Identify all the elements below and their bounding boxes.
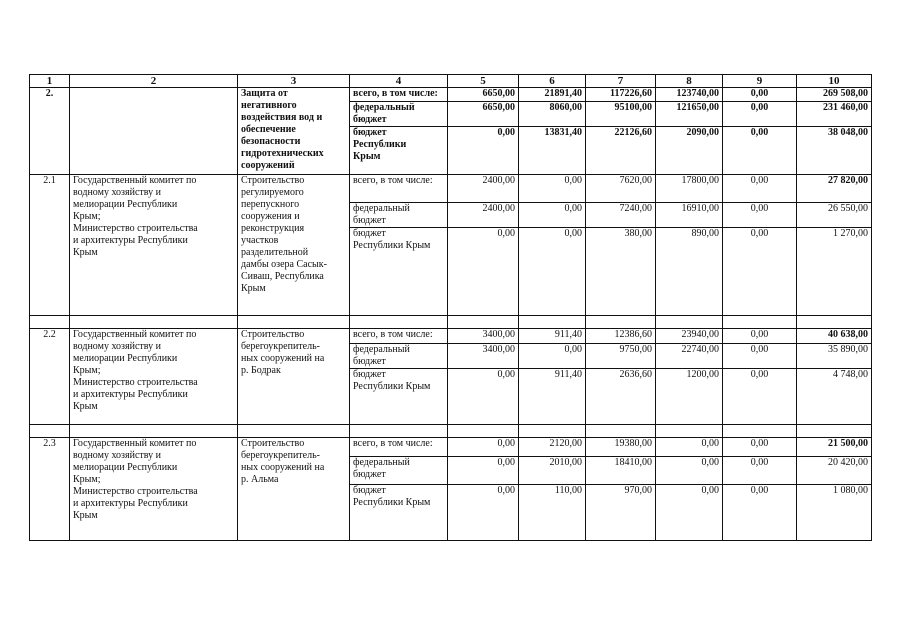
spacer-cell	[30, 316, 70, 329]
value-cell-9: 0,00	[723, 88, 797, 102]
responsible-org	[70, 438, 238, 541]
table-row	[30, 175, 872, 203]
funding-source-line: всего, в том числе:	[353, 175, 433, 186]
measure-line: дамбы озера Сасык-	[241, 259, 327, 270]
value-cell-8: 22740,00	[656, 344, 723, 369]
org-line: и архитектуры Республики	[73, 498, 188, 509]
funding-source-line: всего, в том числе:	[353, 329, 433, 340]
value-cell-6: 8060,00	[519, 102, 586, 127]
funding-source	[350, 457, 448, 485]
value-cell-7: 7240,00	[586, 203, 656, 228]
org-line: Крым	[73, 510, 98, 521]
funding-source	[350, 102, 448, 127]
value-cell-7: 7620,00	[586, 175, 656, 203]
value-cell-6: 110,00	[519, 485, 586, 541]
value-cell-9: 0,00	[723, 127, 797, 175]
org-line: Крым	[73, 247, 98, 258]
value-cell-6: 911,40	[519, 329, 586, 344]
spacer-cell	[723, 316, 797, 329]
org-line: Крым;	[73, 211, 101, 222]
value-cell-8: 0,00	[656, 485, 723, 541]
value-cell-9: 0,00	[723, 369, 797, 425]
value-cell-8: 1200,00	[656, 369, 723, 425]
measure-line: р. Альма	[241, 474, 279, 485]
funding-source-line: бюджет	[353, 485, 386, 496]
org-line: водному хозяйству и	[73, 341, 162, 352]
spacer-cell	[350, 425, 448, 438]
value-cell-6: 0,00	[519, 344, 586, 369]
value-cell-10: 4 748,00	[797, 369, 872, 425]
spacer-cell	[238, 316, 350, 329]
spacer-cell	[797, 316, 872, 329]
funding-source-line: бюджет	[353, 215, 386, 226]
value-cell-10: 21 500,00	[797, 438, 872, 457]
spacer-row	[30, 425, 872, 438]
funding-source	[350, 485, 448, 541]
value-cell-6: 13831,40	[519, 127, 586, 175]
funding-source-line: федеральный	[353, 344, 410, 355]
org-line: водному хозяйству и	[73, 187, 162, 198]
header-cell: 4	[350, 75, 448, 88]
measure-line: безопасности	[241, 136, 301, 147]
funding-source	[350, 329, 448, 344]
org-line: Государственный комитет по	[73, 175, 197, 186]
funding-source	[350, 88, 448, 102]
funding-source	[350, 344, 448, 369]
table-row	[30, 329, 872, 344]
value-cell-7: 970,00	[586, 485, 656, 541]
spacer-cell	[656, 316, 723, 329]
header-cell: 6	[519, 75, 586, 88]
spacer-cell	[448, 316, 519, 329]
header-cell: 3	[238, 75, 350, 88]
org-line: Крым;	[73, 365, 101, 376]
value-cell-10: 1 080,00	[797, 485, 872, 541]
measure-line: берегоукрепитель-	[241, 450, 320, 461]
value-cell-10: 1 270,00	[797, 228, 872, 316]
measure-line: разделительной	[241, 247, 309, 258]
value-cell-7: 12386,60	[586, 329, 656, 344]
value-cell-10: 40 638,00	[797, 329, 872, 344]
row-number: 2.	[30, 88, 70, 175]
org-line: Крым;	[73, 474, 101, 485]
header-row	[30, 75, 872, 88]
measure-line: Сиваш, Республика	[241, 271, 324, 282]
funding-source-line: бюджет	[353, 356, 386, 367]
value-cell-9: 0,00	[723, 203, 797, 228]
value-cell-5: 0,00	[448, 369, 519, 425]
responsible-org	[70, 175, 238, 316]
org-line: мелиорации Республики	[73, 353, 178, 364]
measure-line: сооружений	[241, 160, 295, 171]
funding-source	[350, 228, 448, 316]
measure-name	[238, 438, 350, 541]
measure-name	[238, 88, 350, 175]
measure-line: Строительство	[241, 438, 305, 449]
value-cell-6: 911,40	[519, 369, 586, 425]
value-cell-5: 2400,00	[448, 203, 519, 228]
table-row	[30, 88, 872, 102]
value-cell-10: 20 420,00	[797, 457, 872, 485]
value-cell-7: 380,00	[586, 228, 656, 316]
funding-source-line: всего, в том числе:	[353, 438, 433, 449]
funding-source	[350, 175, 448, 203]
measure-line: участков	[241, 235, 279, 246]
measure-line: негативного	[241, 100, 297, 111]
org-line: Крым	[73, 401, 98, 412]
spacer-cell	[586, 316, 656, 329]
funding-source-line: Республики Крым	[353, 240, 431, 251]
org-line: Министерство строительства	[73, 377, 198, 388]
funding-source-line: Республики Крым	[353, 381, 431, 392]
value-cell-5: 6650,00	[448, 102, 519, 127]
measure-line: гидротехнических	[241, 148, 324, 159]
value-cell-7: 18410,00	[586, 457, 656, 485]
responsible-org	[70, 88, 238, 175]
measure-line: сооружения и	[241, 211, 300, 222]
row-number: 2.1	[30, 175, 70, 316]
org-line: Министерство строительства	[73, 223, 198, 234]
value-cell-10: 27 820,00	[797, 175, 872, 203]
org-line: мелиорации Республики	[73, 462, 178, 473]
value-cell-8: 2090,00	[656, 127, 723, 175]
funding-source-line: федеральный	[353, 102, 415, 113]
funding-source-line: федеральный	[353, 203, 410, 214]
value-cell-6: 2010,00	[519, 457, 586, 485]
funding-source	[350, 438, 448, 457]
org-line: и архитектуры Республики	[73, 389, 188, 400]
value-cell-8: 890,00	[656, 228, 723, 316]
org-line: водному хозяйству и	[73, 450, 162, 461]
measure-line: р. Бодрак	[241, 365, 281, 376]
value-cell-5: 6650,00	[448, 88, 519, 102]
value-cell-9: 0,00	[723, 175, 797, 203]
measure-line: ных сооружений на	[241, 353, 325, 364]
value-cell-10: 231 460,00	[797, 102, 872, 127]
spacer-cell	[586, 425, 656, 438]
value-cell-6: 21891,40	[519, 88, 586, 102]
funding-source-line: всего, в том числе:	[353, 88, 438, 99]
spacer-cell	[238, 425, 350, 438]
value-cell-5: 2400,00	[448, 175, 519, 203]
funding-source	[350, 203, 448, 228]
funding-source-line: бюджет	[353, 369, 386, 380]
value-cell-9: 0,00	[723, 457, 797, 485]
org-line: Государственный комитет по	[73, 438, 197, 449]
measure-line: Крым	[241, 283, 266, 294]
measure-line: Строительство	[241, 175, 305, 186]
funding-source-line: Крым	[353, 151, 381, 162]
value-cell-7: 95100,00	[586, 102, 656, 127]
spacer-row	[30, 316, 872, 329]
org-line: Министерство строительства	[73, 486, 198, 497]
value-cell-10: 38 048,00	[797, 127, 872, 175]
funding-source-line: бюджет	[353, 127, 387, 138]
table-row	[30, 438, 872, 457]
measure-line: перепускного	[241, 199, 300, 210]
spacer-cell	[70, 316, 238, 329]
financing-table	[29, 74, 872, 541]
value-cell-6: 0,00	[519, 228, 586, 316]
value-cell-5: 0,00	[448, 127, 519, 175]
funding-source-line: бюджет	[353, 469, 386, 480]
measure-line: берегоукрепитель-	[241, 341, 320, 352]
measure-line: обеспечение	[241, 124, 296, 135]
value-cell-8: 123740,00	[656, 88, 723, 102]
header-cell: 7	[586, 75, 656, 88]
funding-source-line: федеральный	[353, 457, 410, 468]
measure-line: Строительство	[241, 329, 305, 340]
responsible-org	[70, 329, 238, 425]
spacer-cell	[797, 425, 872, 438]
value-cell-6: 0,00	[519, 203, 586, 228]
funding-source	[350, 127, 448, 175]
header-cell: 1	[30, 75, 70, 88]
spacer-cell	[448, 425, 519, 438]
header-cell: 5	[448, 75, 519, 88]
value-cell-8: 17800,00	[656, 175, 723, 203]
value-cell-8: 23940,00	[656, 329, 723, 344]
value-cell-5: 3400,00	[448, 344, 519, 369]
measure-line: реконструкция	[241, 223, 305, 234]
measure-line: воздействия вод и	[241, 112, 323, 123]
funding-source	[350, 369, 448, 425]
measure-line: Защита от	[241, 88, 288, 99]
value-cell-5: 3400,00	[448, 329, 519, 344]
value-cell-10: 26 550,00	[797, 203, 872, 228]
value-cell-7: 9750,00	[586, 344, 656, 369]
value-cell-5: 0,00	[448, 457, 519, 485]
value-cell-9: 0,00	[723, 228, 797, 316]
spacer-cell	[70, 425, 238, 438]
measure-name	[238, 175, 350, 316]
row-number: 2.2	[30, 329, 70, 425]
funding-source-line: бюджет	[353, 228, 386, 239]
value-cell-8: 16910,00	[656, 203, 723, 228]
header-cell: 8	[656, 75, 723, 88]
value-cell-9: 0,00	[723, 485, 797, 541]
funding-source-line: бюджет	[353, 114, 387, 125]
value-cell-7: 22126,60	[586, 127, 656, 175]
header-cell: 9	[723, 75, 797, 88]
org-line: мелиорации Республики	[73, 199, 178, 210]
header-cell: 10	[797, 75, 872, 88]
value-cell-9: 0,00	[723, 102, 797, 127]
spacer-cell	[519, 316, 586, 329]
value-cell-7: 19380,00	[586, 438, 656, 457]
value-cell-10: 269 508,00	[797, 88, 872, 102]
row-number: 2.3	[30, 438, 70, 541]
value-cell-5: 0,00	[448, 228, 519, 316]
value-cell-5: 0,00	[448, 485, 519, 541]
value-cell-9: 0,00	[723, 344, 797, 369]
org-line: Государственный комитет по	[73, 329, 197, 340]
funding-source-line: Республики	[353, 139, 407, 150]
value-cell-9: 0,00	[723, 438, 797, 457]
header-cell: 2	[70, 75, 238, 88]
value-cell-8: 0,00	[656, 438, 723, 457]
spacer-cell	[30, 425, 70, 438]
value-cell-8: 121650,00	[656, 102, 723, 127]
value-cell-5: 0,00	[448, 438, 519, 457]
spacer-cell	[350, 316, 448, 329]
spacer-cell	[723, 425, 797, 438]
value-cell-7: 2636,60	[586, 369, 656, 425]
value-cell-8: 0,00	[656, 457, 723, 485]
spacer-cell	[656, 425, 723, 438]
value-cell-6: 0,00	[519, 175, 586, 203]
measure-line: ных сооружений на	[241, 462, 325, 473]
measure-line: регулируемого	[241, 187, 304, 198]
funding-source-line: Республики Крым	[353, 497, 431, 508]
value-cell-7: 117226,60	[586, 88, 656, 102]
value-cell-6: 2120,00	[519, 438, 586, 457]
value-cell-9: 0,00	[723, 329, 797, 344]
spacer-cell	[519, 425, 586, 438]
value-cell-10: 35 890,00	[797, 344, 872, 369]
measure-name	[238, 329, 350, 425]
org-line: и архитектуры Республики	[73, 235, 188, 246]
